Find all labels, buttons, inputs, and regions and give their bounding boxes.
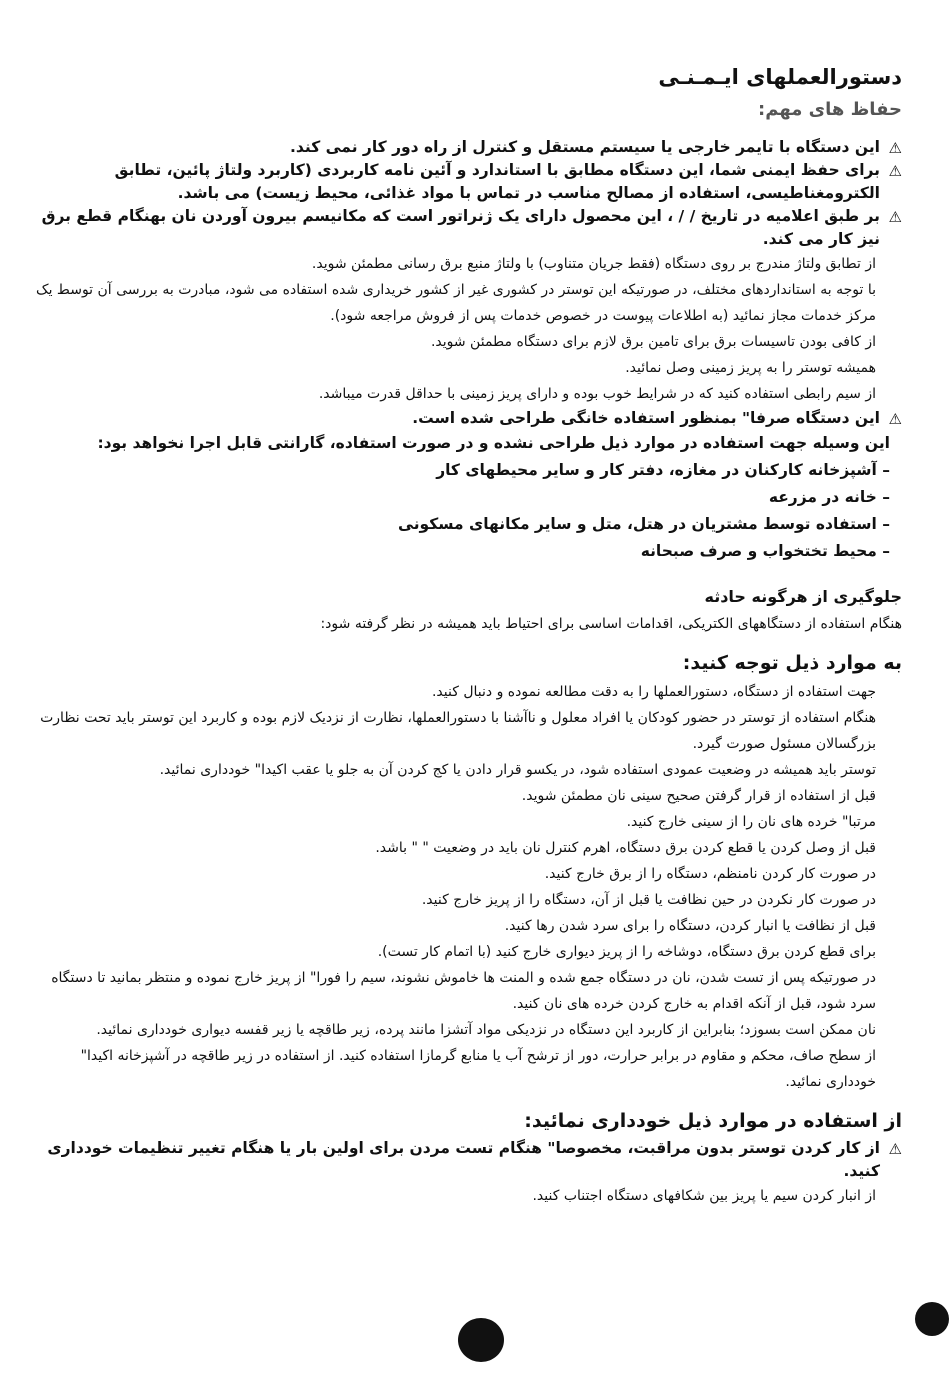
instruction-line: در صورت کار کردن نامنظم، دستگاه را از برق خارج کنید. (544, 866, 876, 882)
instruction-line: از سیم رابطی استفاده کنید که در شرایط خوب بوده و دارای پریز زمینی با حداقل قدرت میباشد. (318, 386, 876, 402)
warning-text: بر طبق اعلامیه در تاریخ / / ، این محصول دارای یک ژنراتور است که مکانیسم بیرون آوردن نان بهنگام قطع برق نیز کار می کند. (41, 207, 880, 248)
instruction-line: قبل از استفاده از قرار گرفتن صحیح سینی نان مطمئن شوید. (521, 788, 876, 804)
instruction-line: توستر باید همیشه در وضعیت عمودی استفاده شود، در یکسو قرار دادن یا کج کردن آن به جلو یا عقب اکیدا" خودداری نمائید. (159, 762, 876, 778)
instruction-line: نان ممکن است بسوزد؛ بنابراین از کاربرد این دستگاه در نزدیکی مواد آتشزا مانند پرده، زیر طاقچه یا زیر قفسه دیواری خودداری نمائید. (96, 1022, 876, 1038)
page-title: دستورالعملهای ایـمـنـی (658, 65, 902, 89)
attention-heading: به موارد ذیل توجه کنید: (682, 652, 902, 674)
warning-text: این دستگاه صرفا" بمنظور استفاده خانگی طراحی شده است. (412, 409, 880, 427)
page-marker-dot-right (915, 1302, 949, 1336)
dash-item: – خانه در مزرعه (768, 488, 890, 506)
instruction-line: در صورتیکه پس از تست شدن، نان در دستگاه جمع شده و المنت ها خاموش نشوند، سیم را فورا" از پریز خارج نموده و منتظر بمانید تا دستگاه سرد شود، قبل از آنکه اقدام به خارج کردن خرده های نان کنید. (51, 970, 876, 1012)
instruction-line: از کافی بودن تاسیسات برق برای تامین برق لازم برای دستگاه مطمئن شوید. (430, 334, 876, 350)
instruction-line: با توجه به استانداردهای مختلف، در صورتیکه این توستر در کشوری غیر از کشور خریداری شده استفاده می شود، مبادرت به بررسی آن توسط یک مرکز خدمات مجاز نمائید (به اطلاعات پیوست در خصوص خدمات پس از فروش مراجعه شود). (36, 282, 876, 324)
instruction-line: از تطابق ولتاژ مندرج بر روی دستگاه (فقط جریان متناوب) با ولتاژ منبع برق رسانی مطمئن شوید. (311, 256, 876, 272)
warning-item (30, 407, 902, 430)
instruction-line: همیشه توستر را به پریز زمینی وصل نمائید. (625, 360, 876, 376)
warning-item (30, 205, 902, 251)
instruction-line: قبل از نظافت یا انبار کردن، دستگاه را برای سرد شدن رها کنید. (504, 918, 876, 934)
page-marker-dot-bottom (458, 1318, 504, 1362)
instruction-line: جهت استفاده از دستگاه، دستورالعملها را به دقت مطالعه نموده و دنبال کنید. (431, 684, 876, 700)
warning-text: از کار کردن توستر بدون مراقبت، مخصوصا" هنگام تست مردن برای اولین بار یا هنگام تغییر تنظیمات خودداری کنید. (47, 1139, 880, 1180)
instruction-line: در صورت کار نکردن در حین نظافت یا قبل از آن، دستگاه را از پریز خارج کنید. (421, 892, 876, 908)
warning-triangle-icon: ⚠ (888, 1140, 902, 1158)
page-subtitle: حفاظ های مهم: (758, 99, 902, 120)
warning-item (30, 159, 902, 205)
warning-triangle-icon: ⚠ (888, 139, 902, 157)
instruction-line: برای قطع کردن برق دستگاه، دوشاخه را از پریز دیواری خارج کنید (با اتمام کار تست). (377, 944, 876, 960)
dash-item: – آشپزخانه کارکنان در مغازه، دفتر کار و سایر محیطهای کار (436, 461, 890, 479)
warning-triangle-icon: ⚠ (888, 162, 902, 180)
accident-text: هنگام استفاده از دستگاههای الکتریکی، اقدامات اساسی برای احتیاط باید همیشه در نظر گرفته شود: (320, 616, 902, 632)
warning-text: این دستگاه با تایمر خارجی یا سیستم مستقل و کنترل از راه دور کار نمی کند. (290, 138, 880, 156)
warning-item (30, 136, 902, 159)
avoid-heading: از استفاده در موارد ذیل خودداری نمائید: (524, 1110, 902, 1132)
warning-triangle-icon: ⚠ (888, 208, 902, 226)
dash-item: – استفاده توسط مشتریان در هتل، متل و سایر مکانهای مسکونی (398, 515, 890, 533)
accident-heading: جلوگیری از هرگونه حادثه (704, 587, 902, 606)
warning-item (30, 1137, 902, 1183)
not-designed-text: این وسیله جهت استفاده در موارد ذیل طراحی نشده و در صورت استفاده، گارانتی قابل اجرا نخواهد بود: (97, 434, 890, 452)
instruction-line: از انبار کردن سیم یا پریز بین شکافهای دستگاه اجتناب کنید. (532, 1188, 876, 1204)
instruction-line: از سطح صاف، محکم و مقاوم در برابر حرارت، دور از ترشح آب یا منابع گرمازا استفاده کنید. از استفاده در زیر طاقچه در آشپزخانه اکیدا" خودداری نمائید. (80, 1048, 876, 1090)
document-page (30, 62, 902, 1209)
instruction-line: هنگام استفاده از توستر در حضور کودکان یا افراد معلول و ناآشنا با دستورالعملها، نظارت از نزدیک لازم بوده و کاربرد این توستر باید تحت نظارت بزرگسالان مسئول صورت گیرد. (40, 710, 876, 752)
instruction-line: مرتبا" خرده های نان را از سینی خارج کنید. (626, 814, 876, 830)
instruction-line: قبل از وصل کردن یا قطع کردن برق دستگاه، اهرم کنترل نان باید در وضعیت " " باشد. (375, 840, 876, 856)
dash-item: – محیط تختخواب و صرف صبحانه (640, 542, 890, 560)
warning-text: برای حفظ ایمنی شما، این دستگاه مطابق با استاندارد و آئین نامه کاربردی (کاربرد ولتاژ پائین، تطابق الکترومغناطیسی، استفاده از مصالح مناسب در تماس با مواد غذائی، محیط زیست) می باشد. (114, 161, 880, 202)
warning-triangle-icon: ⚠ (888, 410, 902, 428)
